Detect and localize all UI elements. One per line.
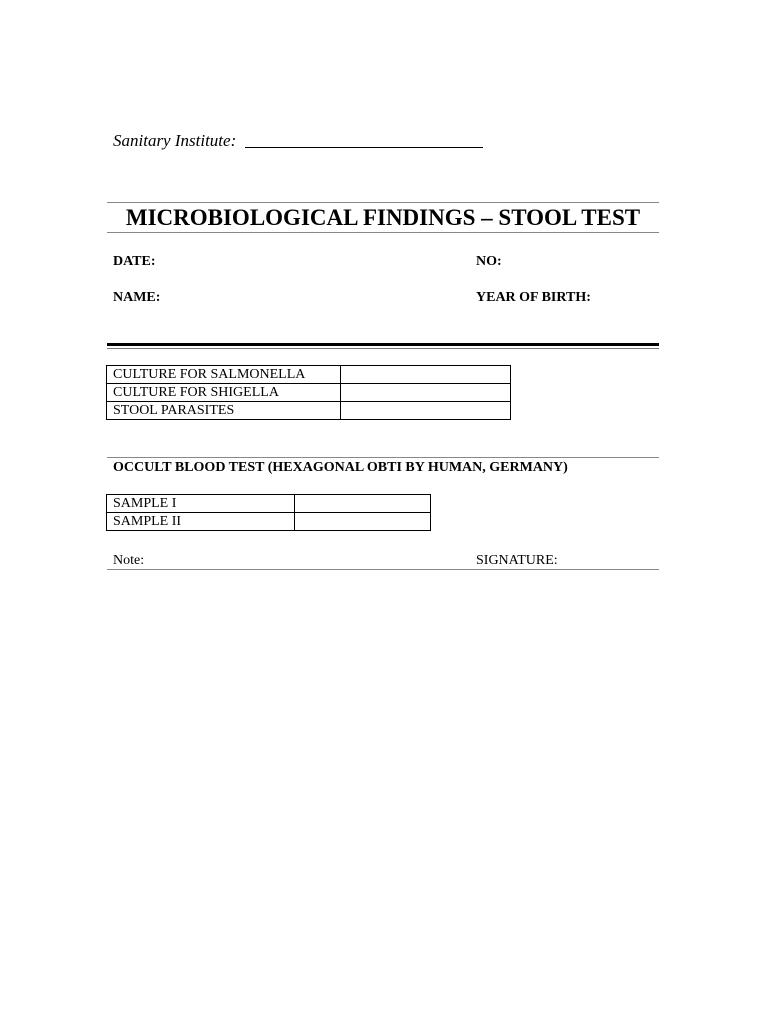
table-cell-value (295, 513, 431, 531)
note-label: Note: (113, 553, 145, 568)
table-cell-value (341, 366, 511, 384)
institute-label: Sanitary Institute: (113, 131, 237, 150)
table-cell-value (341, 402, 511, 420)
occult-top-rule (107, 457, 659, 458)
table-cell-label: STOOL PARASITES (107, 402, 341, 420)
occult-blood-table (106, 494, 431, 531)
table-row (107, 513, 431, 531)
no-label: NO: (476, 254, 502, 269)
title-bottom-rule (107, 232, 659, 233)
section-divider (107, 343, 659, 346)
occult-blood-heading: OCCULT BLOOD TEST (HEXAGONAL OBTI BY HUMAN, GERMANY) (113, 460, 568, 475)
table-cell-value (295, 495, 431, 513)
signature-label: SIGNATURE: (476, 553, 558, 568)
institute-blank-line (245, 147, 483, 148)
table-row (107, 495, 431, 513)
table-row (107, 384, 511, 402)
date-label: DATE: (113, 254, 156, 269)
name-label: NAME: (113, 290, 161, 305)
table-cell-label: SAMPLE I (107, 495, 295, 513)
section-divider-shadow (107, 348, 659, 349)
year-of-birth-label: YEAR OF BIRTH: (476, 290, 591, 305)
table-cell-label: CULTURE FOR SHIGELLA (107, 384, 341, 402)
table-cell-value (341, 384, 511, 402)
table-cell-label: SAMPLE II (107, 513, 295, 531)
culture-results-table (106, 365, 511, 420)
document-title: MICROBIOLOGICAL FINDINGS – STOOL TEST (125, 205, 641, 230)
table-cell-label: CULTURE FOR SALMONELLA (107, 366, 341, 384)
table-row (107, 402, 511, 420)
footer-rule (107, 569, 659, 570)
table-row (107, 366, 511, 384)
title-top-rule (107, 202, 659, 203)
